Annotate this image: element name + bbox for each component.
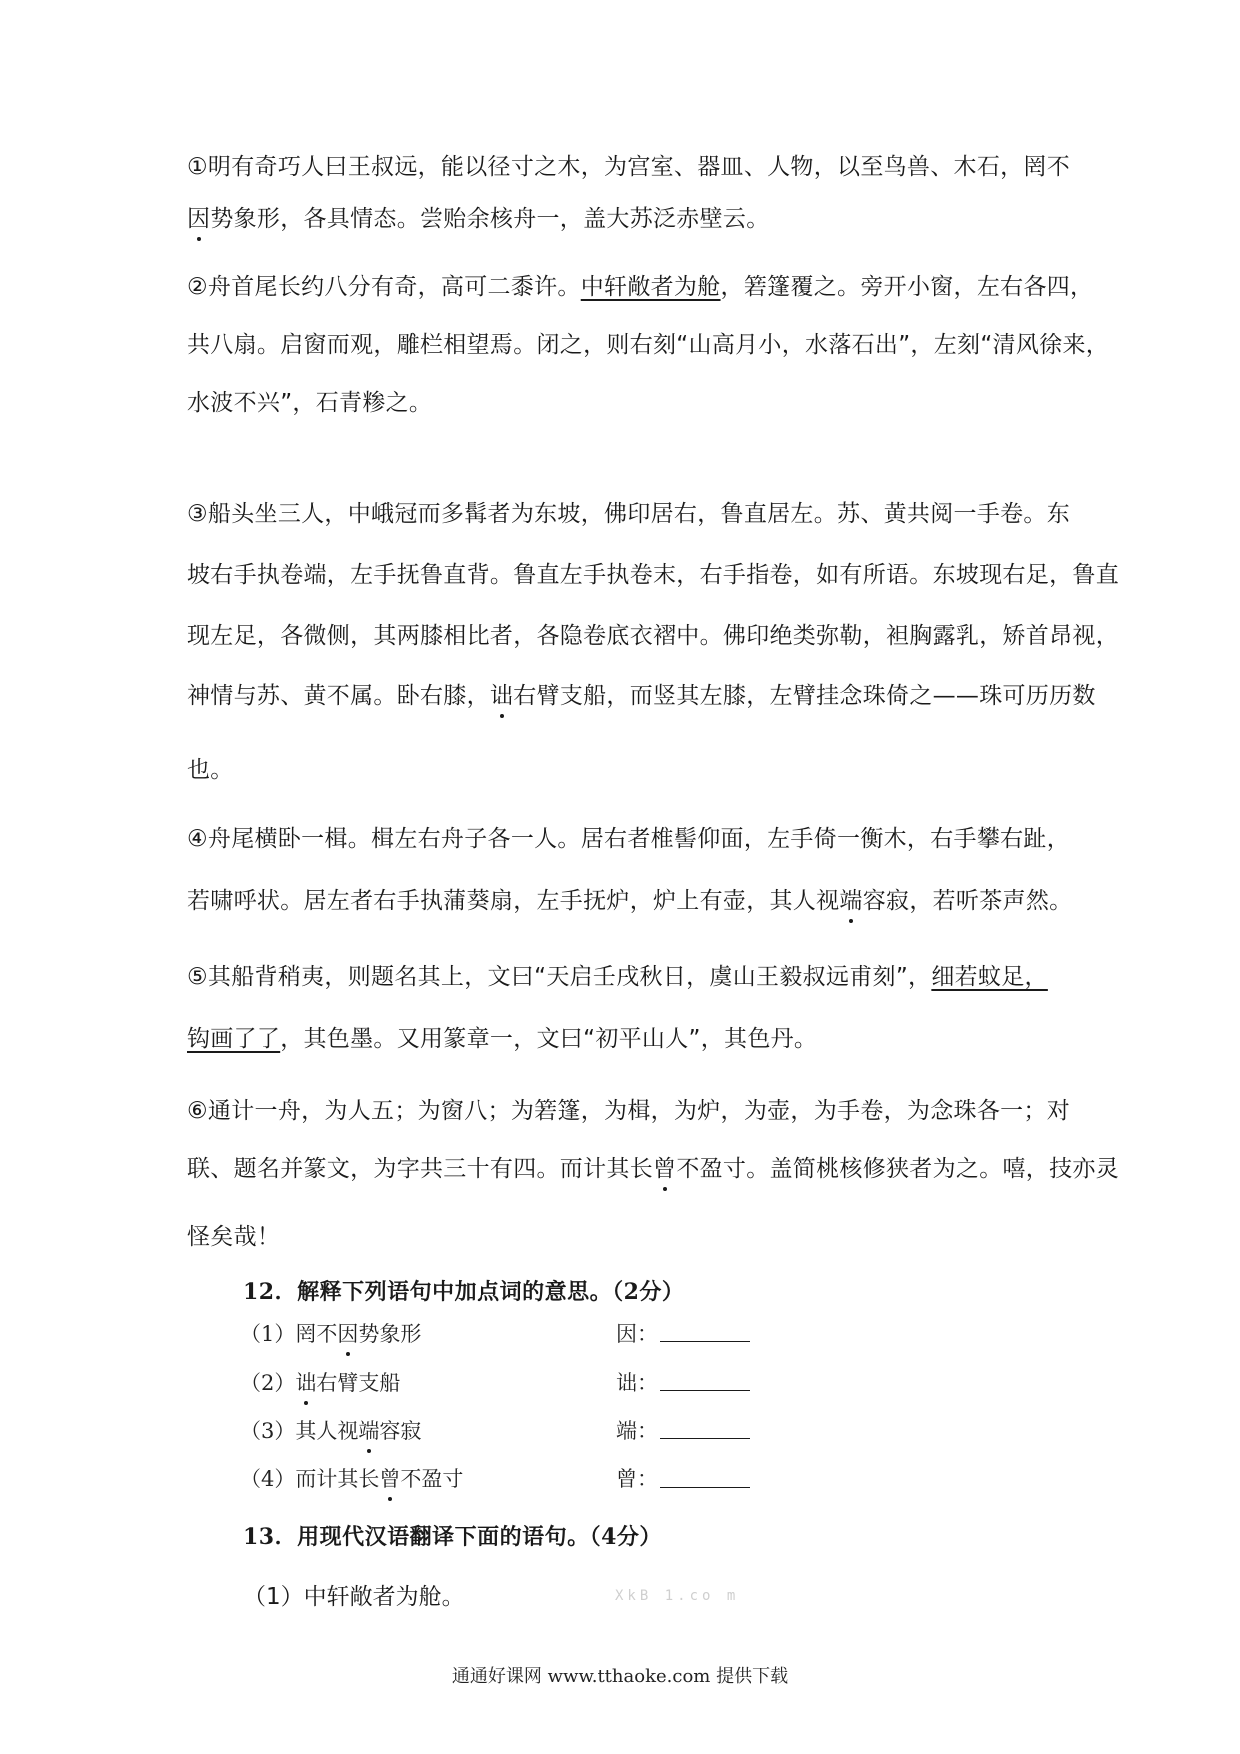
watermark: XkB 1.co m (615, 1588, 740, 1604)
question-12-item-2: （2）诎右臂支船 (240, 1367, 400, 1397)
emphasis-dot-word: 端 (358, 1415, 379, 1445)
text-span: 不盈寸。盖简桃核修狭者为之。嘻，技亦灵 (676, 1156, 1120, 1182)
question-12-item-4: （4）而计其长曾不盈寸 (240, 1463, 463, 1493)
page-footer: 通通好课网 www.tthaoke.com 提供下载 (451, 1666, 789, 1687)
answer-blank[interactable] (660, 1390, 750, 1391)
underlined-sentence: 中轩敞者为舱 (580, 274, 721, 300)
answer-blank[interactable] (660, 1341, 750, 1342)
question-12-item-1: （1）罔不因势象形 (240, 1318, 421, 1348)
text-line: 坡右手执卷端，左手抚鲁直背。鲁直左手执卷末，右手指卷，如有所语。东坡现右足，鲁直 (187, 562, 1119, 588)
text-line (187, 958, 1048, 991)
answer-label: 诎： (616, 1371, 658, 1395)
text-line: ④舟尾横卧一楫。楫左右舟子各一人。居右者椎髻仰面，左手倚一衡木，右手攀右趾， (187, 826, 1071, 852)
text-span: ，其色墨。又用篆章一，文曰“初平山人”，其色丹。 (280, 1026, 818, 1052)
answer-label: 因： (616, 1322, 658, 1346)
text-line: 水波不兴”，石青糁之。 (187, 390, 433, 416)
underlined-sentence: 钩画了了 (187, 1026, 281, 1052)
emphasis-dot-word: 因 (187, 200, 210, 233)
emphasis-dot-word: 诎 (295, 1367, 316, 1397)
answer-blank[interactable] (660, 1438, 750, 1439)
question-13-title: 13．用现代汉语翻译下面的语句。（4分） (243, 1524, 662, 1550)
question-12-item-3: （3）其人视端容寂 (240, 1415, 421, 1445)
text-line: ①明有奇巧人曰王叔远，能以径寸之木，为宫室、器皿、人物，以至鸟兽、木石，罔不 (187, 154, 1071, 180)
text-span: 势象形，各具情态。尝贻余核舟一，盖大苏泛赤壁云。 (210, 206, 770, 232)
text-line: 现左足，各微侧，其两膝相比者，各隐卷底衣褶中。佛印绝类弥勒，袒胸露乳，矫首昂视， (187, 623, 1119, 649)
emphasis-dot-word: 因 (337, 1318, 358, 1348)
underlined-sentence: 细若蚊足， (931, 964, 1048, 990)
text-line (187, 200, 770, 233)
text-span: 容寂，若听茶声然。 (862, 888, 1073, 914)
text-span: ②舟首尾长约八分有奇，高可二黍许。 (187, 274, 581, 300)
text-line: ③船头坐三人，中峨冠而多髯者为东坡，佛印居右，鲁直居左。苏、黄共阅一手卷。东 (187, 501, 1071, 527)
answer-label: 曾： (616, 1467, 658, 1491)
text-line: 怪矣哉！ (187, 1224, 281, 1250)
text-span: 神情与苏、黄不属。卧右膝， (187, 683, 490, 709)
text-span: 右臂支船，而竖其左膝，左臂挂念珠倚之——珠可历历数 (513, 683, 1096, 709)
text-line: ⑥通计一舟，为人五；为窗八；为箬篷，为楫，为炉，为壶，为手卷，为念珠各一；对 (187, 1098, 1071, 1124)
text-line (187, 1150, 1119, 1183)
text-span: ⑤其船背稍夷，则题名其上，文曰“天启壬戌秋日，虞山王毅叔远甫刻”， (187, 964, 932, 990)
text-span: 若啸呼状。居左者右手执蒲葵扇，左手抚炉，炉上有壶，其人视 (187, 888, 840, 914)
question-13-item-1: （1）中轩敞者为舱。 (243, 1584, 465, 1610)
text-span: 联、题名并篆文，为字共三十有四。而计其长 (187, 1156, 653, 1182)
answer-blank[interactable] (660, 1487, 750, 1488)
emphasis-dot-word: 曾 (379, 1463, 400, 1493)
text-line (187, 268, 1093, 301)
emphasis-dot-word: 诎 (490, 677, 513, 710)
text-line (187, 882, 1072, 915)
text-span: ，箬篷覆之。旁开小窗，左右各四， (720, 274, 1094, 300)
question-12-title: 12．解释下列语句中加点词的意思。（2分） (243, 1279, 685, 1305)
text-line (187, 677, 1096, 710)
text-line (187, 1020, 817, 1053)
emphasis-dot-word: 曾 (653, 1150, 676, 1183)
text-line: 也。 (187, 757, 234, 783)
emphasis-dot-word: 端 (839, 882, 862, 915)
text-line: 共八扇。启窗而观，雕栏相望焉。闭之，则右刻“山高月小，水落石出”，左刻“清风徐来， (187, 332, 1110, 358)
answer-label: 端： (616, 1419, 658, 1443)
